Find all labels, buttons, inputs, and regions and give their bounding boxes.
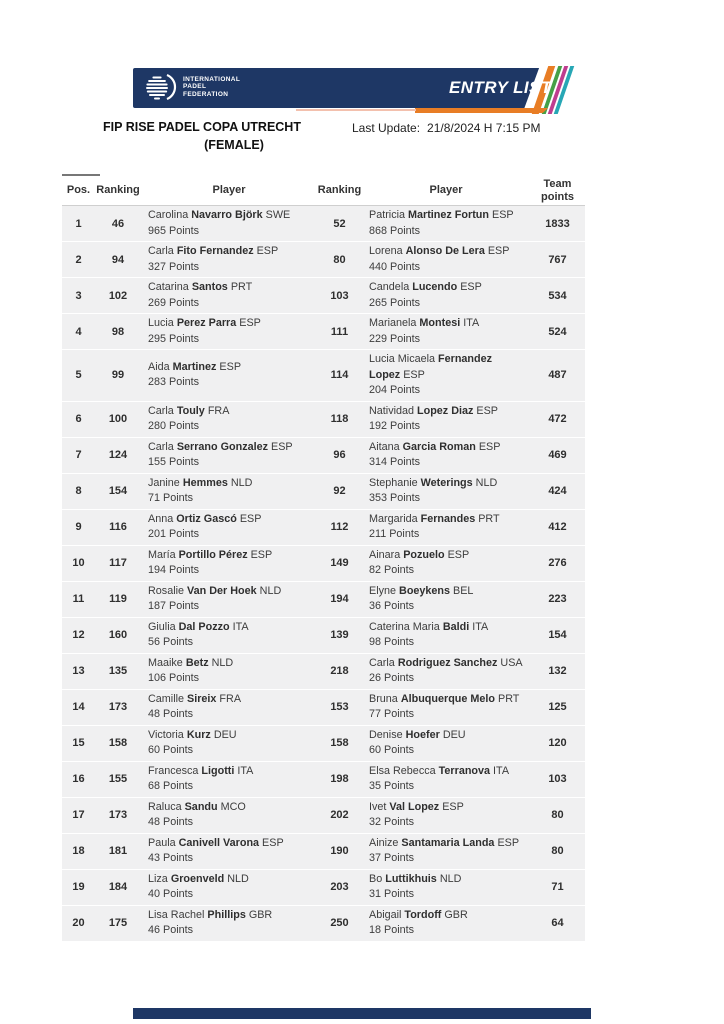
table-row — [62, 474, 585, 509]
table-row — [62, 582, 585, 617]
player-2-name: Abigail Tordoff GBR — [369, 908, 468, 921]
player-2-points: 265 Points — [369, 296, 421, 309]
position-cell: 9 — [75, 521, 82, 533]
player-2-points: 98 Points — [369, 636, 415, 648]
table-row — [62, 834, 585, 869]
player-1-name: Victoria Kurz DEU — [148, 728, 237, 741]
player-2-cell — [362, 350, 530, 401]
ranking-2-cell: 96 — [333, 449, 346, 461]
ranking-2-cell: 52 — [333, 217, 346, 230]
player-1-points: 283 Points — [148, 376, 200, 389]
ranking-2-cell: 139 — [330, 629, 349, 641]
player-2-name: Ivet Val Lopez ESP — [369, 800, 464, 813]
ranking-1-cell: 117 — [109, 557, 127, 569]
ranking-1-cell: 119 — [109, 593, 127, 605]
player-1-points: 327 Points — [148, 260, 200, 273]
player-1-points: 60 Points — [148, 744, 194, 756]
position-cell: 4 — [75, 325, 82, 338]
position-cell: 13 — [72, 665, 85, 677]
ranking-1-cell: 99 — [111, 369, 125, 382]
table-row — [62, 618, 585, 653]
player-2-name: Lorena Alonso De Lera ESP — [369, 245, 510, 257]
table-row — [62, 350, 585, 401]
entry-table — [62, 176, 585, 942]
player-1-points: 201 Points — [148, 528, 200, 540]
player-2-cell — [362, 314, 530, 349]
player-2-name: Ainara Pozuelo ESP — [369, 548, 470, 561]
player-2-name: Bruna Albuquerque Melo PRT — [369, 692, 520, 705]
country-code: ESP — [478, 440, 501, 453]
ranking-1-cell: 160 — [108, 629, 128, 641]
player-2-cell — [362, 726, 530, 761]
player-1-points: 194 Points — [148, 564, 200, 576]
country-code: BEL — [453, 584, 474, 597]
ranking-2-cell: 103 — [330, 289, 349, 302]
player-2-points: 35 Points — [369, 780, 415, 792]
player-2-name: Stephanie Weterings NLD — [369, 476, 498, 489]
player-2-points: 77 Points — [369, 708, 415, 720]
ranking-2-cell: 218 — [330, 665, 349, 677]
player-2-cell — [362, 546, 530, 581]
table-row — [62, 314, 585, 349]
player-1-cell — [141, 314, 317, 349]
ranking-1-cell: 135 — [108, 665, 128, 677]
tournament-category: (FEMALE) — [204, 138, 264, 152]
ranking-2-cell: 118 — [330, 413, 349, 425]
player-2-name: Elsa Rebecca Terranova ITA — [369, 764, 510, 777]
table-row — [62, 654, 585, 689]
country-code: ESP — [271, 440, 293, 453]
player-2-cell — [362, 582, 530, 617]
player-1-name: Maaike Betz NLD — [148, 656, 234, 669]
player-1-cell — [141, 242, 317, 277]
table-row — [62, 206, 585, 241]
player-1-points: 40 Points — [148, 888, 194, 900]
position-cell: 17 — [72, 809, 85, 821]
player-1-points: 48 Points — [148, 816, 194, 828]
player-1-points: 46 Points — [148, 924, 194, 936]
country-code: ESP — [219, 360, 242, 373]
player-1-points: 56 Points — [148, 636, 194, 648]
ranking-1-cell: 124 — [108, 449, 128, 461]
table-row — [62, 278, 585, 313]
team-points-cell: 223 — [548, 593, 567, 605]
player-1-cell — [141, 654, 317, 689]
ranking-1-cell: 184 — [108, 881, 128, 893]
ranking-2-cell: 190 — [330, 845, 349, 857]
player-1-cell — [141, 762, 317, 797]
player-1-name: Carla Serrano Gonzalez ESP — [148, 440, 293, 453]
team-points-cell: 125 — [548, 701, 567, 713]
player-1-name: Camille Sireix FRA — [148, 692, 242, 705]
country-code: ESP — [460, 281, 482, 293]
player-1-cell — [141, 582, 317, 617]
player-2-name: Natividad Lopez Diaz ESP — [369, 404, 499, 417]
player-1-name: Aida Martinez ESP — [148, 360, 242, 373]
table-row — [62, 906, 585, 941]
col-ranking-2: Ranking — [317, 184, 362, 197]
player-1-cell — [141, 798, 317, 833]
country-code: ESP — [239, 512, 262, 525]
player-1-points: 187 Points — [148, 600, 200, 612]
position-cell: 15 — [72, 737, 85, 749]
country-code: ESP — [403, 368, 425, 381]
player-1-name: Janine Hemmes NLD — [148, 476, 253, 489]
ranking-1-cell: 154 — [108, 485, 128, 497]
player-2-cell — [362, 798, 530, 833]
player-2-points: 26 Points — [369, 672, 415, 684]
ranking-2-cell: 111 — [330, 325, 349, 338]
country-code: PRT — [230, 281, 253, 293]
player-1-points: 71 Points — [148, 492, 194, 504]
player-2-name: Marianela Montesi ITA — [369, 317, 480, 329]
last-update-value: 21/8/2024 H 7:15 PM — [427, 121, 541, 135]
player-2-name: Ainize Santamaria Landa ESP — [369, 836, 520, 849]
position-cell: 14 — [72, 701, 85, 713]
player-2-name: Elyne Boeykens BEL — [369, 584, 474, 597]
country-code: FRA — [207, 404, 230, 417]
player-2-cell — [362, 906, 530, 941]
ranking-1-cell: 102 — [108, 289, 128, 302]
player-1-name: Paula Canivell Varona ESP — [148, 836, 284, 849]
player-2-name: Candela Lucendo ESP — [369, 281, 482, 293]
country-code: DEU — [213, 728, 237, 741]
team-points-cell: 424 — [548, 485, 567, 497]
team-points-cell: 80 — [551, 809, 564, 821]
ranking-2-cell: 202 — [330, 809, 349, 821]
country-code: ESP — [487, 245, 510, 257]
team-points-cell: 276 — [548, 557, 567, 569]
ranking-2-cell: 92 — [333, 485, 346, 497]
position-cell: 5 — [75, 369, 82, 382]
ranking-1-cell: 158 — [108, 737, 128, 749]
player-2-name: Caterina Maria Baldi ITA — [369, 620, 489, 633]
player-1-cell — [141, 206, 317, 241]
table-row — [62, 438, 585, 473]
position-cell: 1 — [75, 217, 82, 230]
country-code: USA — [500, 656, 523, 669]
table-row — [62, 402, 585, 437]
ranking-1-cell: 175 — [108, 917, 128, 929]
player-2-points: 229 Points — [369, 332, 421, 345]
last-update — [352, 121, 540, 135]
team-points-cell: 120 — [548, 737, 567, 749]
position-cell: 3 — [75, 289, 82, 302]
position-cell: 2 — [75, 253, 82, 266]
table-row — [62, 242, 585, 277]
player-1-cell — [141, 510, 317, 545]
logo-line-3: FEDERATION — [183, 90, 229, 98]
banner-underline-salmon — [296, 109, 416, 111]
team-points-cell: 469 — [548, 449, 567, 461]
player-1-name: Raluca Sandu MCO — [148, 800, 246, 813]
country-code: ESP — [447, 548, 470, 561]
team-points-cell: 524 — [548, 325, 567, 338]
player-2-points: 37 Points — [369, 852, 415, 864]
country-code: ESP — [256, 245, 279, 257]
player-1-name: Carolina Navarro Björk SWE — [148, 209, 291, 221]
team-points-cell: 534 — [548, 289, 567, 302]
player-2-points: 18 Points — [369, 924, 415, 936]
team-points-cell: 767 — [548, 253, 567, 266]
country-code: FRA — [219, 692, 242, 705]
country-code: ESP — [262, 836, 284, 849]
team-points-cell: 103 — [548, 773, 567, 785]
player-2-name: Margarida Fernandes PRT — [369, 512, 500, 525]
banner-underline-orange — [415, 108, 548, 113]
ranking-2-cell: 158 — [330, 737, 349, 749]
position-cell: 19 — [72, 881, 85, 893]
ranking-2-cell: 114 — [330, 369, 349, 382]
country-code: NLD — [230, 476, 253, 489]
player-1-cell — [141, 350, 317, 401]
player-1-name: Anna Ortiz Gascó ESP — [148, 512, 262, 525]
player-1-points: 269 Points — [148, 296, 200, 309]
player-2-name: Aitana Garcia Roman ESP — [369, 440, 501, 453]
player-1-cell — [141, 834, 317, 869]
header-banner — [133, 68, 565, 108]
player-2-points: 32 Points — [369, 816, 415, 828]
ranking-1-cell: 116 — [109, 521, 127, 533]
player-1-name: María Portillo Pérez ESP — [148, 548, 273, 561]
table-row — [62, 690, 585, 725]
country-code: ITA — [493, 764, 510, 777]
position-cell: 10 — [72, 557, 85, 569]
last-update-label: Last Update: — [352, 121, 421, 135]
table-row — [62, 510, 585, 545]
country-code: ESP — [239, 317, 261, 329]
country-code: PRT — [478, 512, 500, 525]
player-2-cell — [362, 206, 530, 241]
country-code: ITA — [237, 764, 254, 777]
ranking-1-cell: 173 — [108, 701, 128, 713]
col-pos: Pos. — [66, 184, 91, 197]
col-team-points: Team points — [541, 178, 574, 203]
player-2-cell — [362, 474, 530, 509]
player-2-cell — [362, 690, 530, 725]
position-cell: 8 — [75, 485, 82, 497]
player-1-points: 68 Points — [148, 780, 194, 792]
country-code: SWE — [265, 209, 291, 221]
ranking-1-cell: 181 — [108, 845, 128, 857]
player-1-cell — [141, 402, 317, 437]
position-cell: 20 — [72, 917, 85, 929]
footer-bar — [133, 1008, 591, 1019]
col-player-1: Player — [212, 184, 246, 197]
player-1-points: 280 Points — [148, 420, 200, 432]
ranking-2-cell: 149 — [330, 557, 349, 569]
player-2-points: 353 Points — [369, 492, 421, 504]
country-code: ESP — [442, 800, 464, 813]
ranking-2-cell: 198 — [330, 773, 349, 785]
player-1-name: Carla Fito Fernandez ESP — [148, 245, 279, 257]
logo-line-2: PADEL — [183, 83, 207, 91]
country-code: ESP — [497, 836, 520, 849]
team-points-cell: 154 — [548, 629, 567, 641]
player-1-cell — [141, 546, 317, 581]
country-code: ESP — [250, 548, 273, 561]
ranking-1-cell: 94 — [111, 253, 125, 266]
player-1-name: Catarina Santos PRT — [148, 281, 253, 293]
player-2-name: Patricia Martinez Fortun ESP — [369, 209, 514, 221]
player-1-points: 295 Points — [148, 332, 200, 345]
country-code: NLD — [475, 476, 498, 489]
player-1-points: 965 Points — [148, 224, 200, 237]
country-code: ESP — [476, 404, 499, 417]
country-code: GBR — [248, 908, 273, 921]
team-points-cell: 80 — [551, 845, 564, 857]
player-2-points: 868 Points — [369, 224, 421, 237]
team-points-cell: 132 — [548, 665, 567, 677]
player-1-cell — [141, 726, 317, 761]
player-2-points: 440 Points — [369, 260, 421, 273]
team-points-cell: 64 — [551, 917, 564, 929]
player-1-name: Francesca Ligotti ITA — [148, 764, 254, 777]
country-code: ITA — [232, 620, 249, 633]
country-code: MCO — [220, 800, 246, 813]
country-code: NLD — [227, 872, 249, 885]
padel-ball-icon — [145, 73, 177, 101]
country-code: NLD — [439, 872, 462, 885]
ranking-1-cell: 155 — [108, 773, 128, 785]
ranking-2-cell: 153 — [330, 701, 349, 713]
player-2-cell — [362, 654, 530, 689]
player-1-cell — [141, 690, 317, 725]
country-code: DEU — [442, 728, 466, 741]
player-1-name: Lisa Rachel Phillips GBR — [148, 908, 273, 921]
player-1-cell — [141, 906, 317, 941]
player-2-name: Denise Hoefer DEU — [369, 728, 466, 741]
player-2-cell — [362, 402, 530, 437]
team-points-cell: 1833 — [545, 217, 570, 230]
player-1-cell — [141, 438, 317, 473]
player-1-name: Giulia Dal Pozzo ITA — [148, 620, 249, 633]
team-points-cell: 412 — [548, 521, 567, 533]
table-row — [62, 726, 585, 761]
player-2-points: 60 Points — [369, 744, 415, 756]
player-2-cell — [362, 278, 530, 313]
country-code: PRT — [498, 692, 520, 705]
ranking-2-cell: 194 — [330, 593, 349, 605]
table-row — [62, 870, 585, 905]
player-2-points: 192 Points — [369, 420, 421, 432]
player-1-points: 43 Points — [148, 852, 194, 864]
player-2-name: Bo Luttikhuis NLD — [369, 872, 462, 885]
player-1-name: Lucia Perez Parra ESP — [148, 317, 261, 329]
player-2-cell — [362, 834, 530, 869]
team-points-cell: 487 — [548, 369, 567, 382]
player-2-name: Carla Rodriguez Sanchez USA — [369, 656, 523, 669]
player-1-cell — [141, 474, 317, 509]
ranking-2-cell: 203 — [330, 881, 349, 893]
ranking-2-cell: 80 — [333, 253, 346, 266]
player-1-points: 106 Points — [148, 672, 200, 684]
player-1-points: 48 Points — [148, 708, 194, 720]
player-2-points: 36 Points — [369, 600, 415, 612]
position-cell: 18 — [72, 845, 85, 857]
player-1-name: Liza Groenveld NLD — [148, 872, 249, 885]
player-2-points: 314 Points — [369, 456, 421, 468]
player-1-points: 155 Points — [148, 456, 200, 468]
player-2-points: 31 Points — [369, 888, 415, 900]
country-code: NLD — [259, 584, 282, 597]
country-code: ESP — [492, 209, 514, 221]
ranking-1-cell: 98 — [111, 325, 125, 338]
position-cell: 12 — [72, 629, 85, 641]
position-cell: 7 — [75, 449, 82, 461]
tournament-title: FIP RISE PADEL COPA UTRECHT — [103, 120, 301, 134]
entry-list-label: ENTRY LIST — [449, 78, 552, 97]
player-2-points: 204 Points — [369, 384, 421, 396]
country-code: GBR — [444, 908, 468, 921]
col-player-2: Player — [429, 184, 463, 197]
player-2-cell — [362, 510, 530, 545]
player-2-points: 211 Points — [369, 528, 420, 540]
player-2-cell — [362, 242, 530, 277]
player-2-cell — [362, 618, 530, 653]
position-cell: 11 — [72, 593, 85, 605]
player-2-cell — [362, 762, 530, 797]
table-row — [62, 762, 585, 797]
country-code: ITA — [472, 620, 489, 633]
ranking-1-cell: 173 — [108, 809, 128, 821]
country-code: ITA — [463, 317, 480, 329]
ranking-1-cell: 46 — [111, 217, 125, 230]
ipf-logo-text — [183, 76, 240, 99]
player-1-name: Carla Touly FRA — [148, 404, 230, 417]
table-header — [62, 176, 585, 206]
country-code: NLD — [211, 656, 234, 669]
team-points-cell: 472 — [548, 413, 567, 425]
player-1-cell — [141, 618, 317, 653]
position-cell: 6 — [75, 413, 82, 425]
player-1-cell — [141, 278, 317, 313]
player-2-cell — [362, 870, 530, 905]
table-body — [62, 206, 585, 941]
ipf-logo — [145, 73, 240, 101]
ranking-2-cell: 250 — [330, 917, 349, 929]
player-2-name: Lucia Micaela Fernandez Lopez ESP — [369, 353, 493, 381]
table-row — [62, 546, 585, 581]
col-ranking-1: Ranking — [96, 184, 140, 197]
player-1-cell — [141, 870, 317, 905]
ranking-2-cell: 112 — [330, 521, 349, 533]
player-2-cell — [362, 438, 530, 473]
position-cell: 16 — [72, 773, 85, 785]
player-2-points: 82 Points — [369, 564, 415, 576]
player-1-name: Rosalie Van Der Hoek NLD — [148, 584, 282, 597]
ranking-1-cell: 100 — [108, 413, 128, 425]
team-points-cell: 71 — [551, 881, 564, 893]
table-row — [62, 798, 585, 833]
logo-line-1: INTERNATIONAL — [183, 75, 241, 83]
